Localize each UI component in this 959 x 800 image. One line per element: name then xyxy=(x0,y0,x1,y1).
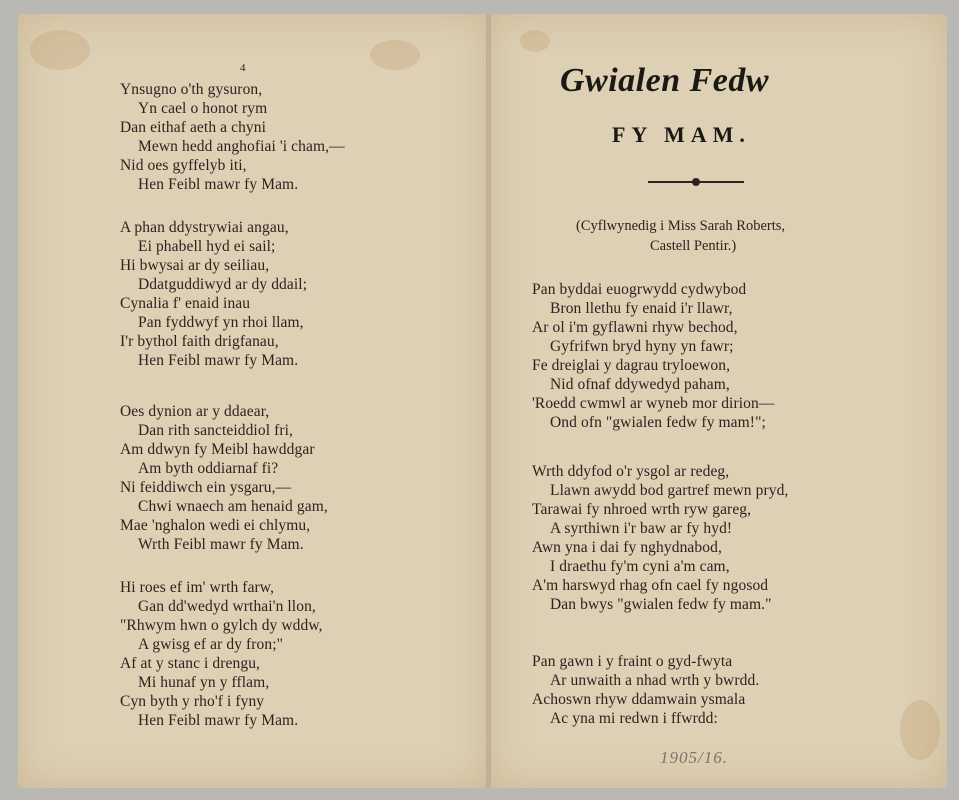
verse-line: A syrthiwn i'r baw ar fy hyd! xyxy=(550,520,733,537)
verse-line: A'm harswyd rhag ofn cael fy ngosod xyxy=(532,577,769,594)
verse-line: Cyn byth y rho'f i fyny xyxy=(120,693,265,710)
poem-subtitle: FY MAM. xyxy=(612,122,751,147)
verse-line: Tarawai fy nhroed wrth ryw gareg, xyxy=(532,501,752,518)
poem-title: Gwialen Fedw xyxy=(560,62,770,99)
verse-line: Pan fyddwyf yn rhoi llam, xyxy=(138,314,304,331)
verse-line: Bron llethu fy enaid i'r llawr, xyxy=(550,300,733,317)
verse-line: Dan eithaf aeth a chyni xyxy=(120,119,267,136)
verse-line: Af at y stanc i drengu, xyxy=(120,655,261,672)
verse-line: Hi roes ef im' wrth farw, xyxy=(120,579,275,596)
verse-line: Wrth Feibl mawr fy Mam. xyxy=(138,536,304,553)
verse-line: Chwi wnaech am henaid gam, xyxy=(138,498,328,515)
right-stanza-3 xyxy=(532,652,759,728)
verse-line: Pan gawn i y fraint o gyd-fwyta xyxy=(532,653,733,670)
left-stanza-3 xyxy=(120,402,328,554)
page-fold xyxy=(486,14,491,788)
verse-line: Ar unwaith a nhad wrth y bwrdd. xyxy=(550,672,760,689)
paper-stain xyxy=(30,30,90,70)
verse-line: Mae 'nghalon wedi ei chlymu, xyxy=(120,517,311,534)
right-stanza-2 xyxy=(532,462,788,614)
verse-line: Ar ol i'm gyflawni rhyw bechod, xyxy=(532,319,738,336)
verse-line: Nid oes gyffelyb iti, xyxy=(120,157,247,174)
verse-line: Awn yna i dai fy nghydnabod, xyxy=(532,539,722,556)
left-stanza-4 xyxy=(120,578,323,730)
verse-line: Dan bwys "gwialen fedw fy mam." xyxy=(550,596,772,613)
paper-stain xyxy=(370,40,420,70)
dedication-line: (Cyflwynedig i Miss Sarah Roberts, xyxy=(576,218,786,234)
verse-line: Am byth oddiarnaf fi? xyxy=(138,460,279,477)
verse-line: Ei phabell hyd ei sail; xyxy=(138,238,276,255)
verse-line: Hen Feibl mawr fy Mam. xyxy=(138,712,299,729)
left-stanza-2 xyxy=(120,218,307,370)
verse-line: Nid ofnaf ddywedyd paham, xyxy=(550,376,730,393)
verse-line: Am ddwyn fy Meibl hawddgar xyxy=(120,441,315,458)
left-stanza-1 xyxy=(120,80,345,194)
verse-line: Pan byddai euogrwydd cydwybod xyxy=(532,281,747,298)
verse-line: Ni feiddiwch ein ysgaru,— xyxy=(120,479,292,496)
verse-line: Gyfrifwn bryd hyny yn fawr; xyxy=(550,338,734,355)
verse-line: Cynalia f' enaid inau xyxy=(120,295,251,312)
verse-line: Hi bwysai ar dy seiliau, xyxy=(120,257,270,274)
verse-line: I'r bythol faith drigfanau, xyxy=(120,333,279,350)
verse-line: Wrth ddyfod o'r ysgol ar redeg, xyxy=(532,463,730,480)
verse-line: Oes dynion ar y ddaear, xyxy=(120,403,270,420)
right-stanza-1 xyxy=(532,280,774,432)
verse-line: Ynsugno o'th gysuron, xyxy=(120,81,263,98)
verse-line: Mewn hedd anghofiai 'i cham,— xyxy=(138,138,345,155)
verse-line: A phan ddystrywiai angau, xyxy=(120,219,289,236)
dedication-line: Castell Pentir.) xyxy=(650,238,737,254)
verse-line: Gan dd'wedyd wrthai'n llon, xyxy=(138,598,316,615)
verse-line: Dan rith sancteiddiol fri, xyxy=(138,422,293,439)
dedication xyxy=(560,216,840,256)
ornament-dot xyxy=(692,178,700,186)
verse-line: 'Roedd cwmwl ar wyneb mor dirion— xyxy=(532,395,775,412)
verse-line: Ddatguddiwyd ar dy ddail; xyxy=(138,276,308,293)
verse-line: Fe dreiglai y dagrau tryloewon, xyxy=(532,357,731,374)
verse-line: Achoswn rhyw ddamwain ysmala xyxy=(532,691,746,708)
verse-line: Ac yna mi redwn i ffwrdd: xyxy=(550,710,718,727)
verse-line: A gwisg ef ar dy fron;" xyxy=(138,636,284,653)
page-number: 4 xyxy=(240,62,246,74)
verse-line: Hen Feibl mawr fy Mam. xyxy=(138,176,299,193)
paper-stain xyxy=(520,30,550,52)
paper-stain xyxy=(900,700,940,760)
verse-line: "Rhwym hwn o gylch dy wddw, xyxy=(120,617,323,634)
verse-line: Hen Feibl mawr fy Mam. xyxy=(138,352,299,369)
verse-line: Ond ofn "gwialen fedw fy mam!"; xyxy=(550,414,766,431)
pencil-annotation: 1905/16. xyxy=(660,748,728,767)
verse-line: Mi hunaf yn y fflam, xyxy=(138,674,270,691)
verse-line: Llawn awydd bod gartref mewn pryd, xyxy=(550,482,789,499)
verse-line: Yn cael o honot rym xyxy=(138,100,268,117)
verse-line: I draethu fy'm cyni a'm cam, xyxy=(550,558,730,575)
